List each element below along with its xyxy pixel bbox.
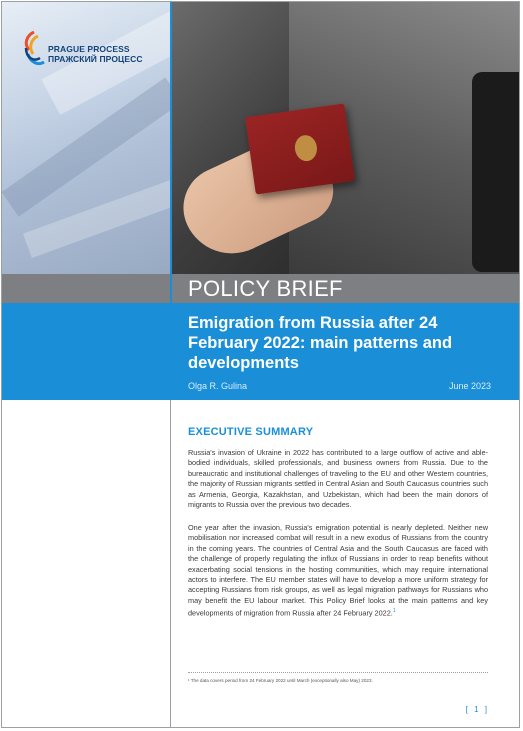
band-divider [170,274,172,303]
passport-image [245,103,355,194]
document-type-label: POLICY BRIEF [188,276,343,301]
passport-photo [172,2,519,274]
page-number: [ 1 ] [465,705,489,714]
publication-date: June 2023 [448,381,491,391]
logo-line-2: ПРАЖСКИЙ ПРОЦЕСС [48,54,143,64]
author-name: Olga R. Gulina [188,381,248,391]
footnote-divider [188,672,488,673]
summary-paragraph-1: Russia's invasion of Ukraine in 2022 has contributed to a large outflow of active and able-bodied individuals, skilled professionals, and business owners from Russia. Due to the bureaucratic and institutional challenges of traveling to the EU and other Western countries, the majority of Russian migrants settled in Central Asian and South Caucasus countries such as Armenia, Georgia, Kazakhstan, and Uzbekistan, which had been the main donors of migrants to Russia over the previous two decades. [188,448,488,510]
logo-swirl-icon [20,28,50,70]
footnote-reference[interactable]: 1 [392,608,396,615]
document-page [1,1,520,728]
document-title: Emigration from Russia after 24 February 2022: main patterns and developments [188,314,453,372]
logo-line-1: PRAGUE PROCESS [48,44,130,54]
suitcase-image [472,72,519,272]
footnote-text: ¹ The data covers period from 24 February 2022 until March (exceptionally also May) 2023. [188,678,373,683]
summary-paragraph-2-text: One year after the invasion, Russia's emigration potential is nearly depleted. Neither new mobilisation nor increased combat will result in a new exodus of Russians from the country in the coming years. The countries of Central Asia and the South Caucasus are faced with the challenge of properly regulating the influx of Russians in order to reap benefits without exacerbating social tensions in the hosting communities, which may require international actors to interfere. The EU member states will have to develop a more uniform strategy for accepting Russians from risk groups, as well as legal migration pathways for Russians who may benefit the EU labour market. This Policy Brief looks at the main patterns and key developments of migration from Russia after 24 February 2022. [188,523,488,618]
prague-process-logo [20,28,170,78]
summary-paragraph-2 [188,523,488,619]
left-margin-rule [170,400,171,728]
section-heading: EXECUTIVE SUMMARY [188,426,314,438]
cover-photo [2,2,519,274]
